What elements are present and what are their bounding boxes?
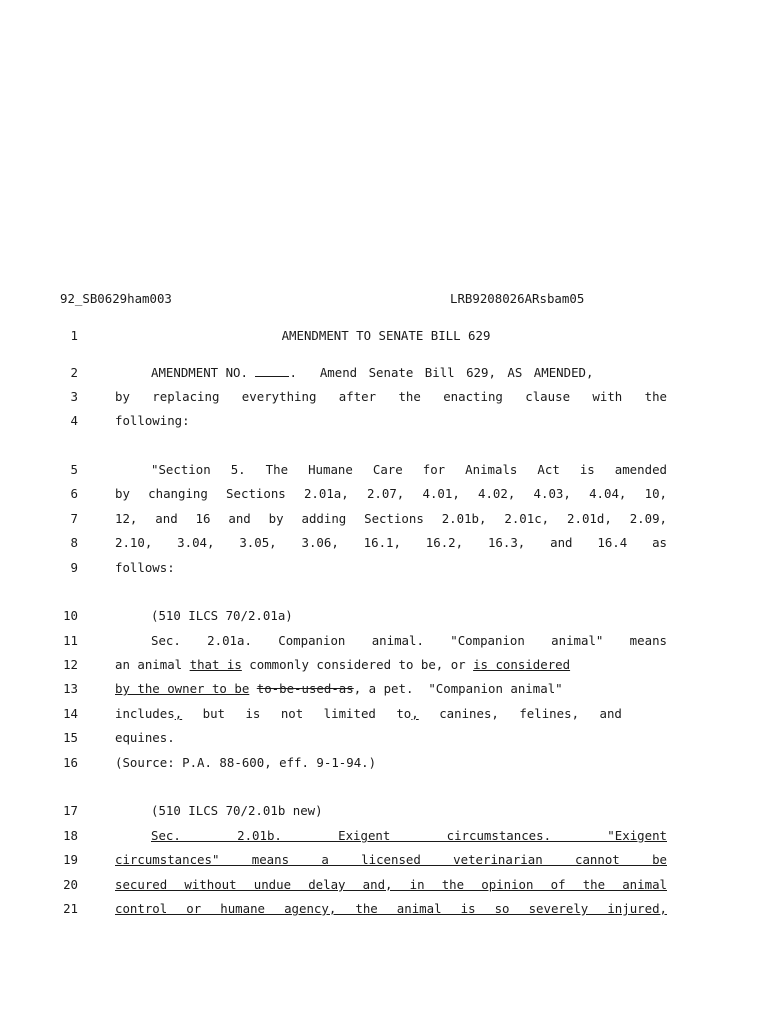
line-number: 14 bbox=[63, 706, 78, 721]
line-number: 13 bbox=[63, 681, 78, 696]
amendment-no-label: AMENDMENT NO. bbox=[151, 365, 256, 380]
line-number: 1 bbox=[70, 328, 78, 343]
line-number: 9 bbox=[70, 560, 78, 575]
bill-line bbox=[0, 680, 770, 698]
line-number: 11 bbox=[63, 633, 78, 648]
line-text: following: bbox=[115, 413, 190, 428]
line-text bbox=[115, 680, 667, 698]
line-text: follows: bbox=[115, 560, 175, 575]
line-text: by changing Sections 2.01a, 2.07, 4.01, 4.02, 4.03, 4.04, 10, bbox=[115, 486, 667, 501]
bill-line bbox=[0, 802, 770, 820]
line-text bbox=[115, 656, 667, 674]
text-run: commonly considered to be, or bbox=[241, 657, 474, 672]
text-run: an animal bbox=[115, 657, 190, 672]
line-number: 21 bbox=[63, 901, 78, 916]
bill-line bbox=[0, 754, 770, 772]
line-number: 12 bbox=[63, 657, 78, 672]
bill-line bbox=[0, 900, 770, 918]
amendment-title: AMENDMENT TO SENATE BILL 629 bbox=[281, 328, 491, 343]
line-text: (510 ILCS 70/2.01a) bbox=[151, 608, 293, 623]
text-run: canines, felines, and bbox=[418, 706, 622, 721]
bill-line bbox=[0, 656, 770, 674]
line-text: (510 ILCS 70/2.01b new) bbox=[151, 803, 323, 818]
line-number: 8 bbox=[70, 535, 78, 550]
bill-line bbox=[0, 851, 770, 869]
line-text: 2.10, 3.04, 3.05, 3.06, 16.1, 16.2, 16.3, and 16.4 as bbox=[115, 535, 667, 550]
line-text: equines. bbox=[115, 730, 175, 745]
line-text: "Section 5. The Humane Care for Animals Act is amended bbox=[151, 462, 667, 477]
line-number: 15 bbox=[63, 730, 78, 745]
line-text: by replacing everything after the enacting clause with the bbox=[115, 389, 667, 404]
bill-line bbox=[0, 607, 770, 625]
line-number: 5 bbox=[70, 462, 78, 477]
bill-line bbox=[0, 559, 770, 577]
bill-line bbox=[0, 364, 770, 382]
text-run: includes bbox=[115, 706, 175, 721]
document-id-right: LRB9208026ARsbam05 bbox=[450, 291, 585, 306]
source-citation: (Source: P.A. 88-600, eff. 9-1-94.) bbox=[115, 755, 377, 770]
bill-line bbox=[0, 534, 770, 552]
line-number: 20 bbox=[63, 877, 78, 892]
text-run bbox=[249, 681, 256, 696]
bill-line bbox=[0, 485, 770, 503]
inserted-text: , bbox=[411, 706, 419, 721]
line-text bbox=[115, 827, 667, 845]
inserted-text: by the owner to be bbox=[115, 681, 250, 696]
bill-line bbox=[0, 632, 770, 650]
bill-line bbox=[0, 510, 770, 528]
inserted-text: secured without undue delay and, in the opinion of the animal bbox=[115, 877, 667, 892]
bill-line bbox=[0, 388, 770, 406]
text-run: but is not limited to bbox=[182, 706, 412, 721]
inserted-text: circumstances" means a licensed veterinarian cannot be bbox=[115, 852, 667, 867]
line-number: 19 bbox=[63, 852, 78, 867]
line-number: 10 bbox=[63, 608, 78, 623]
bill-line bbox=[0, 729, 770, 747]
bill-line bbox=[0, 876, 770, 894]
line-number: 4 bbox=[70, 413, 78, 428]
text-run: , a pet. "Companion animal" bbox=[353, 681, 563, 696]
line-number: 2 bbox=[70, 365, 78, 380]
line-number: 16 bbox=[63, 755, 78, 770]
line-text bbox=[115, 364, 703, 382]
line-text: 12, and 16 and by adding Sections 2.01b, 2.01c, 2.01d, 2.09, bbox=[115, 511, 667, 526]
bill-line bbox=[0, 461, 770, 479]
inserted-text: control or humane agency, the animal is so severely injured, bbox=[115, 901, 667, 916]
line-number: 7 bbox=[70, 511, 78, 526]
amendment-no-blank bbox=[255, 365, 289, 377]
bill-line bbox=[0, 827, 770, 845]
line-number: 17 bbox=[63, 803, 78, 818]
bill-line bbox=[0, 412, 770, 430]
inserted-text: that is bbox=[189, 657, 242, 672]
line-text bbox=[115, 705, 667, 723]
inserted-text: Sec. 2.01b. Exigent circumstances. "Exigent bbox=[151, 828, 667, 843]
line-number: 18 bbox=[63, 828, 78, 843]
bill-line bbox=[0, 327, 770, 345]
inserted-text: is considered bbox=[473, 657, 571, 672]
bill-line bbox=[0, 705, 770, 723]
inserted-text: , bbox=[174, 706, 183, 721]
line-number: 6 bbox=[70, 486, 78, 501]
document-id-left: 92_SB0629ham003 bbox=[60, 291, 172, 306]
line-text: Sec. 2.01a. Companion animal. "Companion animal" means bbox=[151, 633, 667, 648]
line-number: 3 bbox=[70, 389, 78, 404]
deleted-text: to-be-used-as bbox=[256, 681, 354, 696]
amendment-text: . Amend Senate Bill 629, AS AMENDED, bbox=[289, 365, 594, 380]
